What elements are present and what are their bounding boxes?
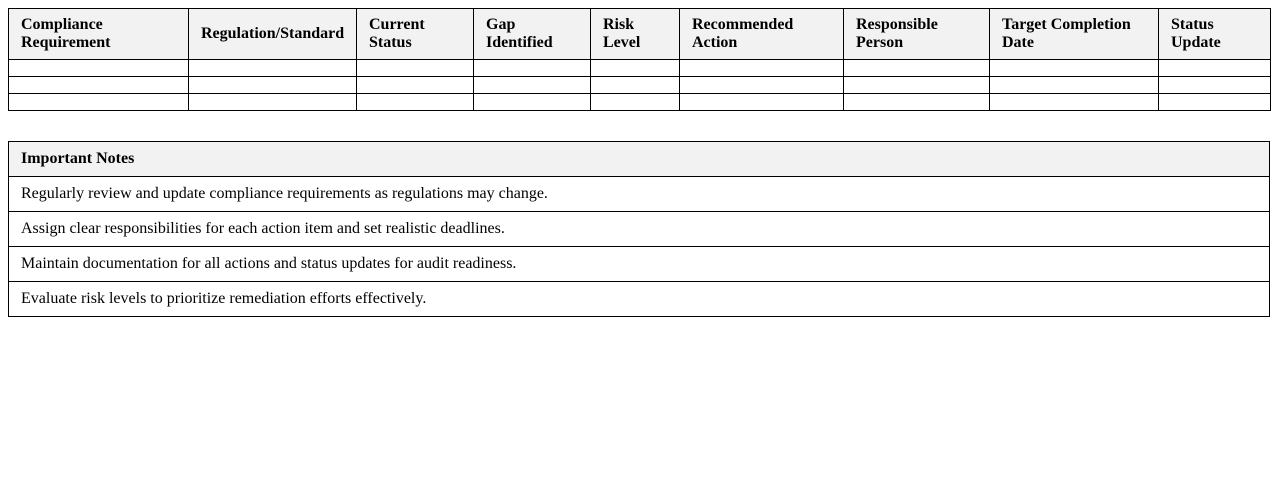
notes-title: Important Notes xyxy=(9,142,1270,177)
table-cell[interactable] xyxy=(189,60,357,77)
list-item xyxy=(9,212,1270,247)
column-header-gap-identified: Gap Identified xyxy=(474,9,591,60)
table-cell[interactable] xyxy=(844,60,990,77)
column-header-compliance-requirement: Compliance Requirement xyxy=(9,9,189,60)
column-header-status-update: Status Update xyxy=(1159,9,1271,60)
table-cell[interactable] xyxy=(9,60,189,77)
table-cell[interactable] xyxy=(189,94,357,111)
list-item xyxy=(9,247,1270,282)
column-header-regulation-standard: Regulation/Standard xyxy=(189,9,357,60)
table-cell[interactable] xyxy=(990,77,1159,94)
column-header-responsible-person: Responsible Person xyxy=(844,9,990,60)
table-cell[interactable] xyxy=(474,60,591,77)
table-cell[interactable] xyxy=(189,77,357,94)
table-cell[interactable] xyxy=(591,77,680,94)
column-header-current-status: Current Status xyxy=(357,9,474,60)
table-cell[interactable] xyxy=(680,60,844,77)
table-cell[interactable] xyxy=(1159,60,1271,77)
list-item xyxy=(9,282,1270,317)
table-cell[interactable] xyxy=(990,60,1159,77)
table-cell[interactable] xyxy=(1159,94,1271,111)
table-cell[interactable] xyxy=(474,94,591,111)
list-item xyxy=(9,177,1270,212)
table-row xyxy=(9,60,1271,77)
notes-header-row xyxy=(9,142,1270,177)
table-cell[interactable] xyxy=(591,94,680,111)
table-cell[interactable] xyxy=(9,77,189,94)
table-cell[interactable] xyxy=(357,60,474,77)
table-cell[interactable] xyxy=(680,77,844,94)
table-cell[interactable] xyxy=(474,77,591,94)
table-cell[interactable] xyxy=(680,94,844,111)
table-cell[interactable] xyxy=(357,94,474,111)
table-row xyxy=(9,77,1271,94)
page-content xyxy=(8,8,1270,317)
table-cell[interactable] xyxy=(357,77,474,94)
table-cell[interactable] xyxy=(990,94,1159,111)
column-header-recommended-action: Recommended Action xyxy=(680,9,844,60)
table-cell[interactable] xyxy=(844,77,990,94)
section-spacer xyxy=(8,111,1270,141)
table-cell[interactable] xyxy=(9,94,189,111)
table-cell[interactable] xyxy=(591,60,680,77)
important-notes-table xyxy=(8,141,1270,317)
note-text: Regularly review and update compliance requirements as regulations may change. xyxy=(9,177,1270,212)
note-text: Maintain documentation for all actions and status updates for audit readiness. xyxy=(9,247,1270,282)
table-cell[interactable] xyxy=(844,94,990,111)
note-text: Evaluate risk levels to prioritize remediation efforts effectively. xyxy=(9,282,1270,317)
column-header-risk-level: Risk Level xyxy=(591,9,680,60)
table-cell[interactable] xyxy=(1159,77,1271,94)
note-text: Assign clear responsibilities for each action item and set realistic deadlines. xyxy=(9,212,1270,247)
compliance-tracker-table xyxy=(8,8,1271,111)
table-row xyxy=(9,94,1271,111)
table-header-row xyxy=(9,9,1271,60)
column-header-target-completion-date: Target Completion Date xyxy=(990,9,1159,60)
